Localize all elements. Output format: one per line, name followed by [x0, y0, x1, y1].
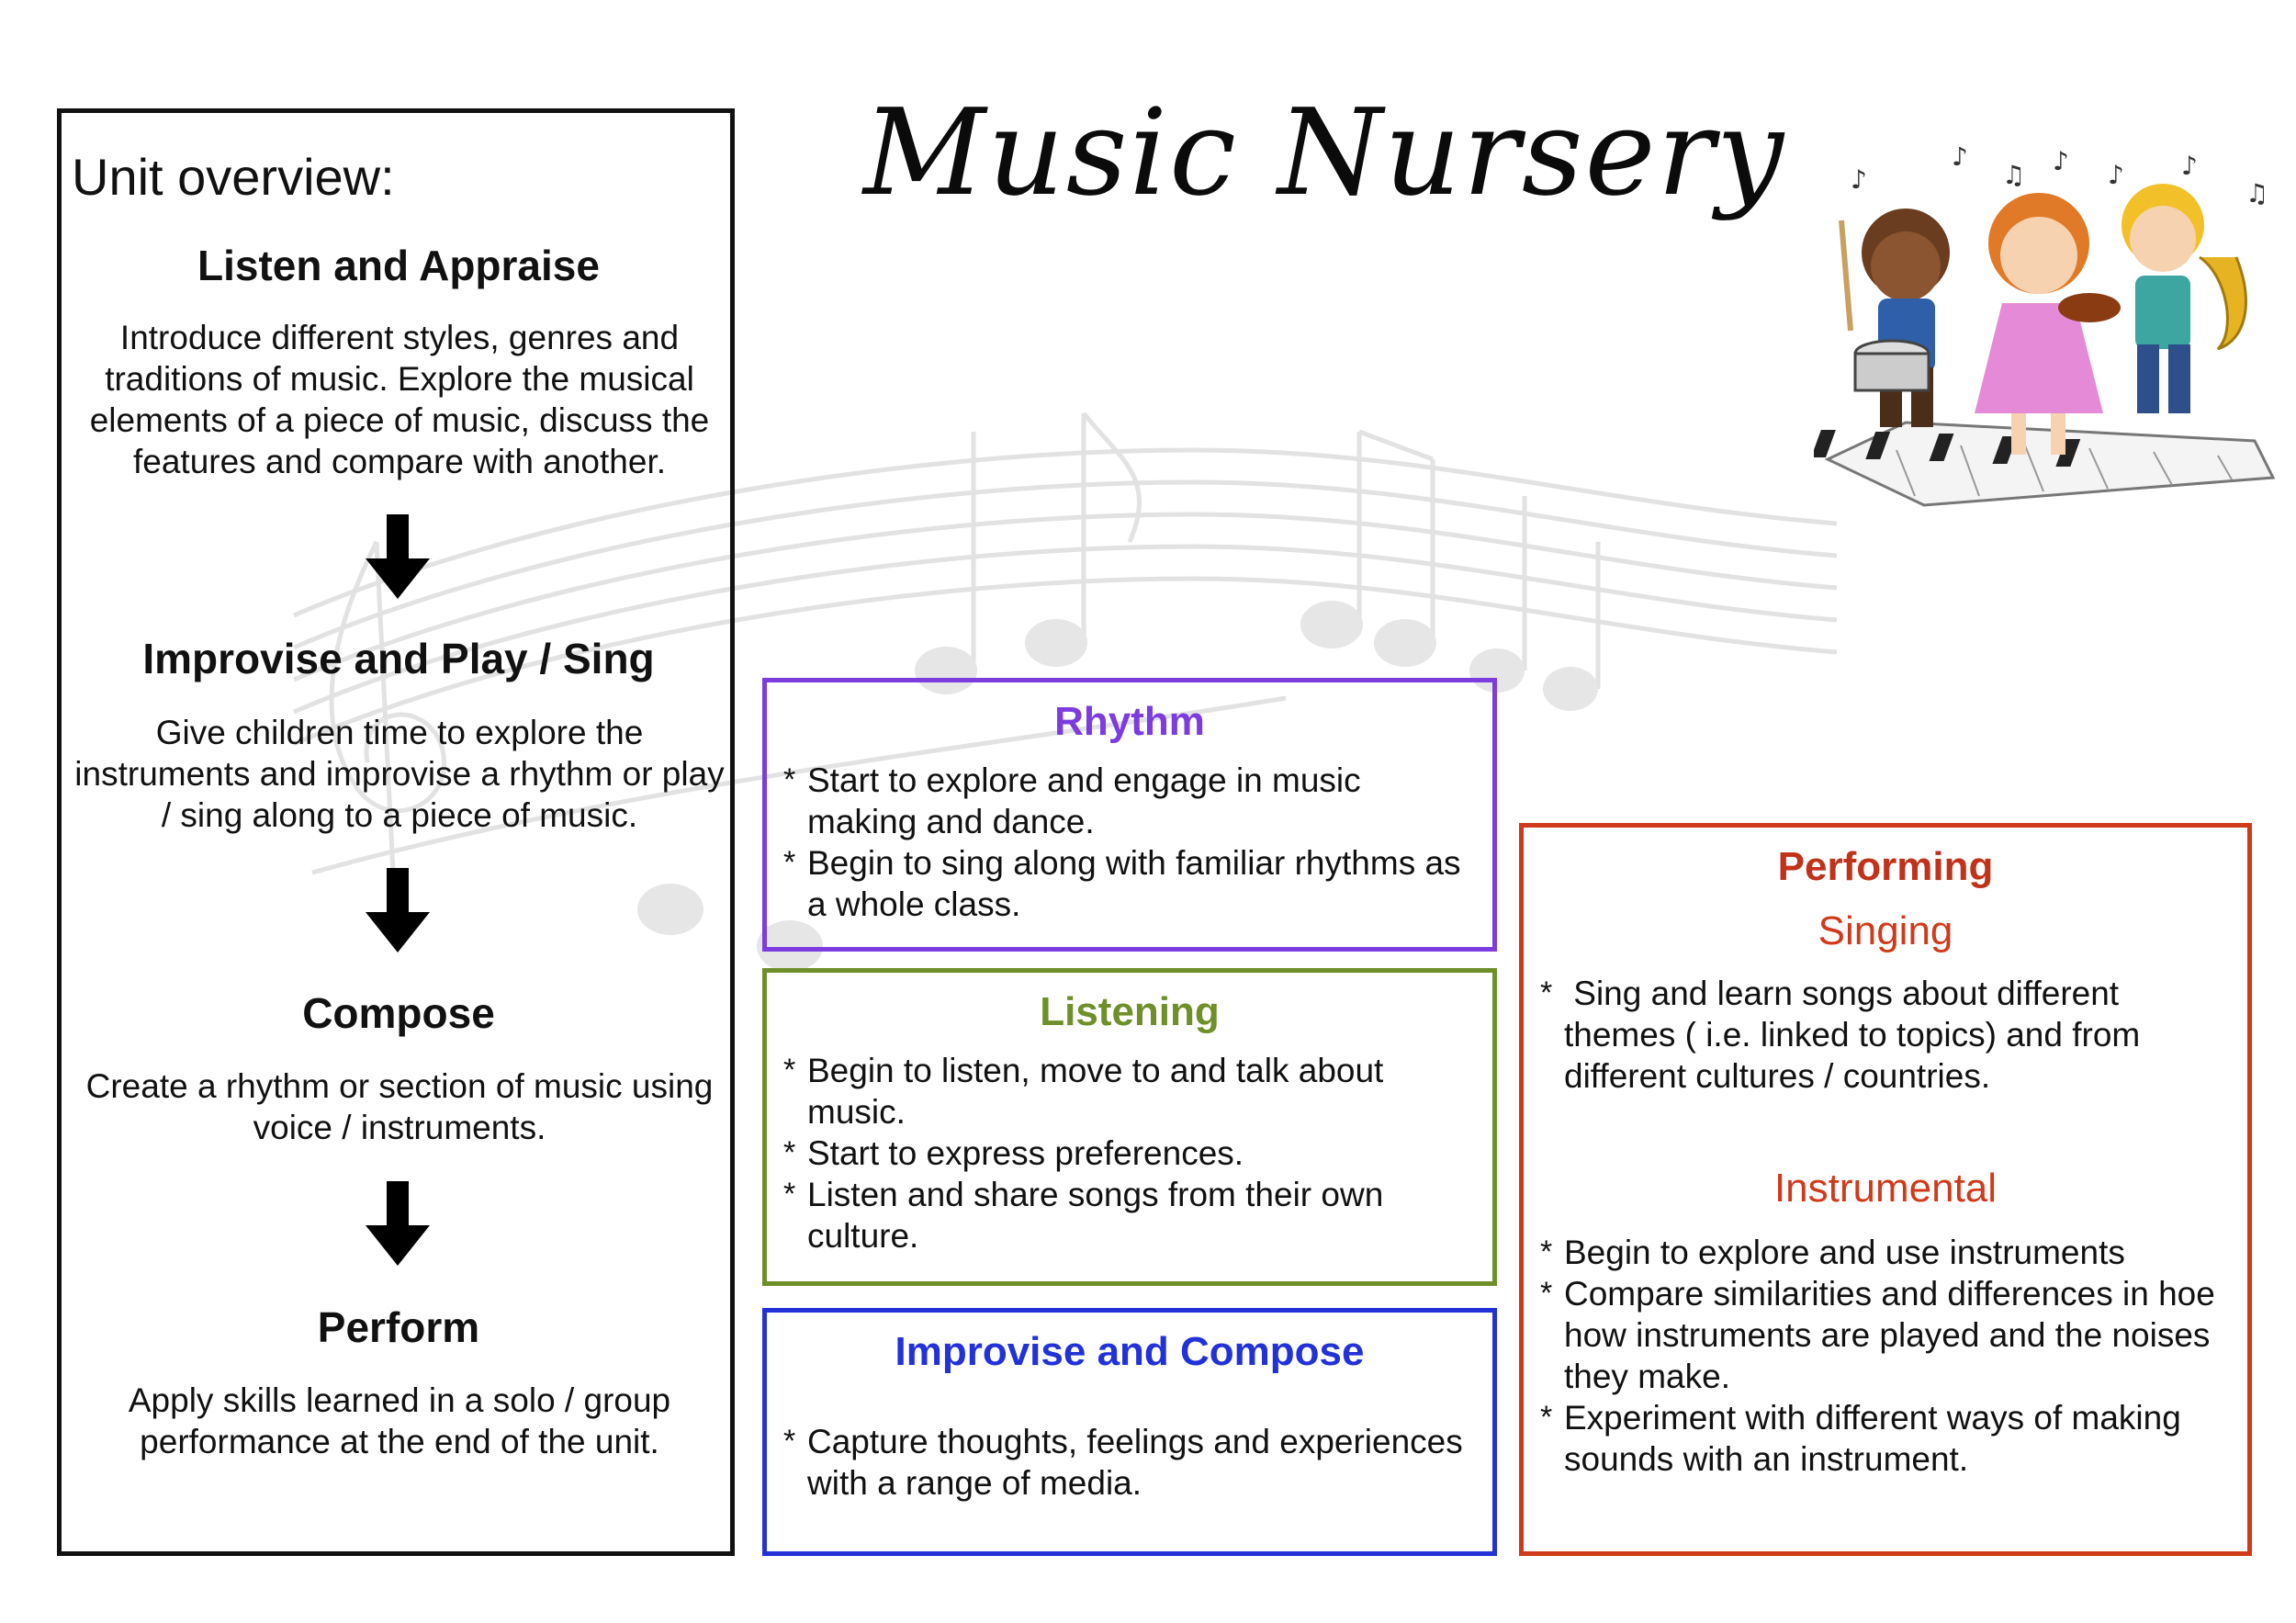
down-arrow-icon: [366, 868, 430, 952]
bullet-star-icon: *: [783, 1424, 796, 1459]
stage-title-compose: Compose: [302, 989, 495, 1037]
improvise-compose-list: [783, 1421, 1470, 1504]
performing-box: [1519, 823, 2252, 1556]
performing-title: Performing: [1777, 844, 1994, 889]
bullet-star-icon: *: [783, 762, 796, 797]
svg-text:♪: ♪: [2053, 147, 2069, 176]
drummer-boy-icon: [1841, 209, 1950, 427]
bullet-star-icon: *: [783, 1177, 796, 1212]
list-item: [783, 1421, 1470, 1504]
bullet-star-icon: *: [1540, 1276, 1553, 1311]
stage-title-perform: Perform: [317, 1303, 480, 1351]
bullet-star-icon: *: [1540, 1234, 1553, 1269]
improvise-compose-box: [762, 1308, 1497, 1556]
list-item-text: Experiment with different ways of making sounds with an instrument.: [1564, 1399, 2181, 1478]
list-item-text: Sing and learn songs about different themes ( i.e. linked to topics) and from different cultures / countries.: [1564, 975, 2150, 1095]
stage-desc-improvise-play: Give children time to explore the instruments and improvise a rhythm or play / sing along to a piece of music.: [74, 714, 725, 834]
instrumental-list: [1540, 1232, 2225, 1480]
list-item-text: Capture thoughts, feelings and experiences with a range of media.: [807, 1423, 1463, 1502]
list-item: [783, 1050, 1470, 1133]
list-item-text: Compare similarities and differences in hoe how instruments are played and the noises they make.: [1564, 1275, 2215, 1395]
rhythm-box: [762, 678, 1497, 952]
improvise-compose-title: Improvise and Compose: [895, 1329, 1365, 1374]
listening-title: Listening: [1040, 989, 1220, 1034]
piano-keys-icon: [1814, 423, 2273, 505]
down-arrow-icon: [366, 514, 430, 599]
list-item: [1540, 1397, 2225, 1480]
list-item-text: Begin to sing along with familiar rhythms as a whole class.: [807, 844, 1461, 923]
svg-text:♪: ♪: [1851, 164, 1867, 195]
stage-desc-compose: Create a rhythm or section of music using voice / instruments.: [85, 1067, 714, 1146]
bullet-star-icon: *: [783, 1135, 796, 1170]
list-item: [1540, 1232, 2225, 1273]
list-item: [1540, 973, 2225, 1097]
svg-text:♪: ♪: [2108, 160, 2124, 190]
list-item-text: Start to express preferences.: [807, 1134, 1244, 1172]
unit-overview-heading: Unit overview:: [72, 148, 395, 206]
svg-text:♫: ♫: [2245, 178, 2269, 209]
list-item: [783, 760, 1470, 842]
list-item: [783, 842, 1470, 925]
children-band-illustration: [1814, 147, 2278, 514]
page-title: Music Nursery: [863, 83, 1786, 222]
bullet-star-icon: *: [1540, 1400, 1553, 1435]
list-item-text: Start to explore and engage in music making and dance.: [807, 761, 1361, 840]
list-item-text: Begin to explore and use instruments: [1564, 1234, 2125, 1271]
bullet-star-icon: *: [783, 1053, 796, 1088]
listening-list: [783, 1050, 1470, 1257]
instrumental-subtitle: Instrumental: [1773, 1166, 1998, 1211]
list-item: [783, 1133, 1470, 1174]
stage-title-improvise-play: Improvise and Play / Sing: [142, 635, 655, 682]
list-item: [783, 1174, 1470, 1257]
down-arrow-icon: [366, 1181, 430, 1266]
stage-title-listen-appraise: Listen and Appraise: [197, 242, 600, 289]
rhythm-list: [783, 760, 1470, 925]
rhythm-title: Rhythm: [1054, 699, 1205, 744]
list-item: [1540, 1273, 2225, 1397]
list-item-text: Begin to listen, move to and talk about music.: [807, 1052, 1384, 1131]
svg-text:♫: ♫: [2002, 160, 2026, 190]
bullet-star-icon: *: [783, 845, 796, 880]
svg-text:♪: ♪: [1952, 147, 1968, 172]
bullet-star-icon: *: [1540, 975, 1553, 1010]
list-item-text: Listen and share songs from their own culture.: [807, 1176, 1384, 1255]
listening-box: [762, 968, 1497, 1286]
svg-text:♪: ♪: [2181, 151, 2198, 181]
stage-desc-listen-appraise: Introduce different styles, genres and traditions of music. Explore the musical elements of a piece of music, discuss the features and compare with another.: [89, 319, 710, 480]
saxophone-boy-icon: [2122, 184, 2245, 413]
violinist-girl-icon: [1975, 193, 2121, 455]
singing-list: [1540, 973, 2225, 1097]
singing-subtitle: Singing: [1818, 908, 1953, 953]
stage-desc-perform: Apply skills learned in a solo / group performance at the end of the unit.: [128, 1381, 671, 1460]
